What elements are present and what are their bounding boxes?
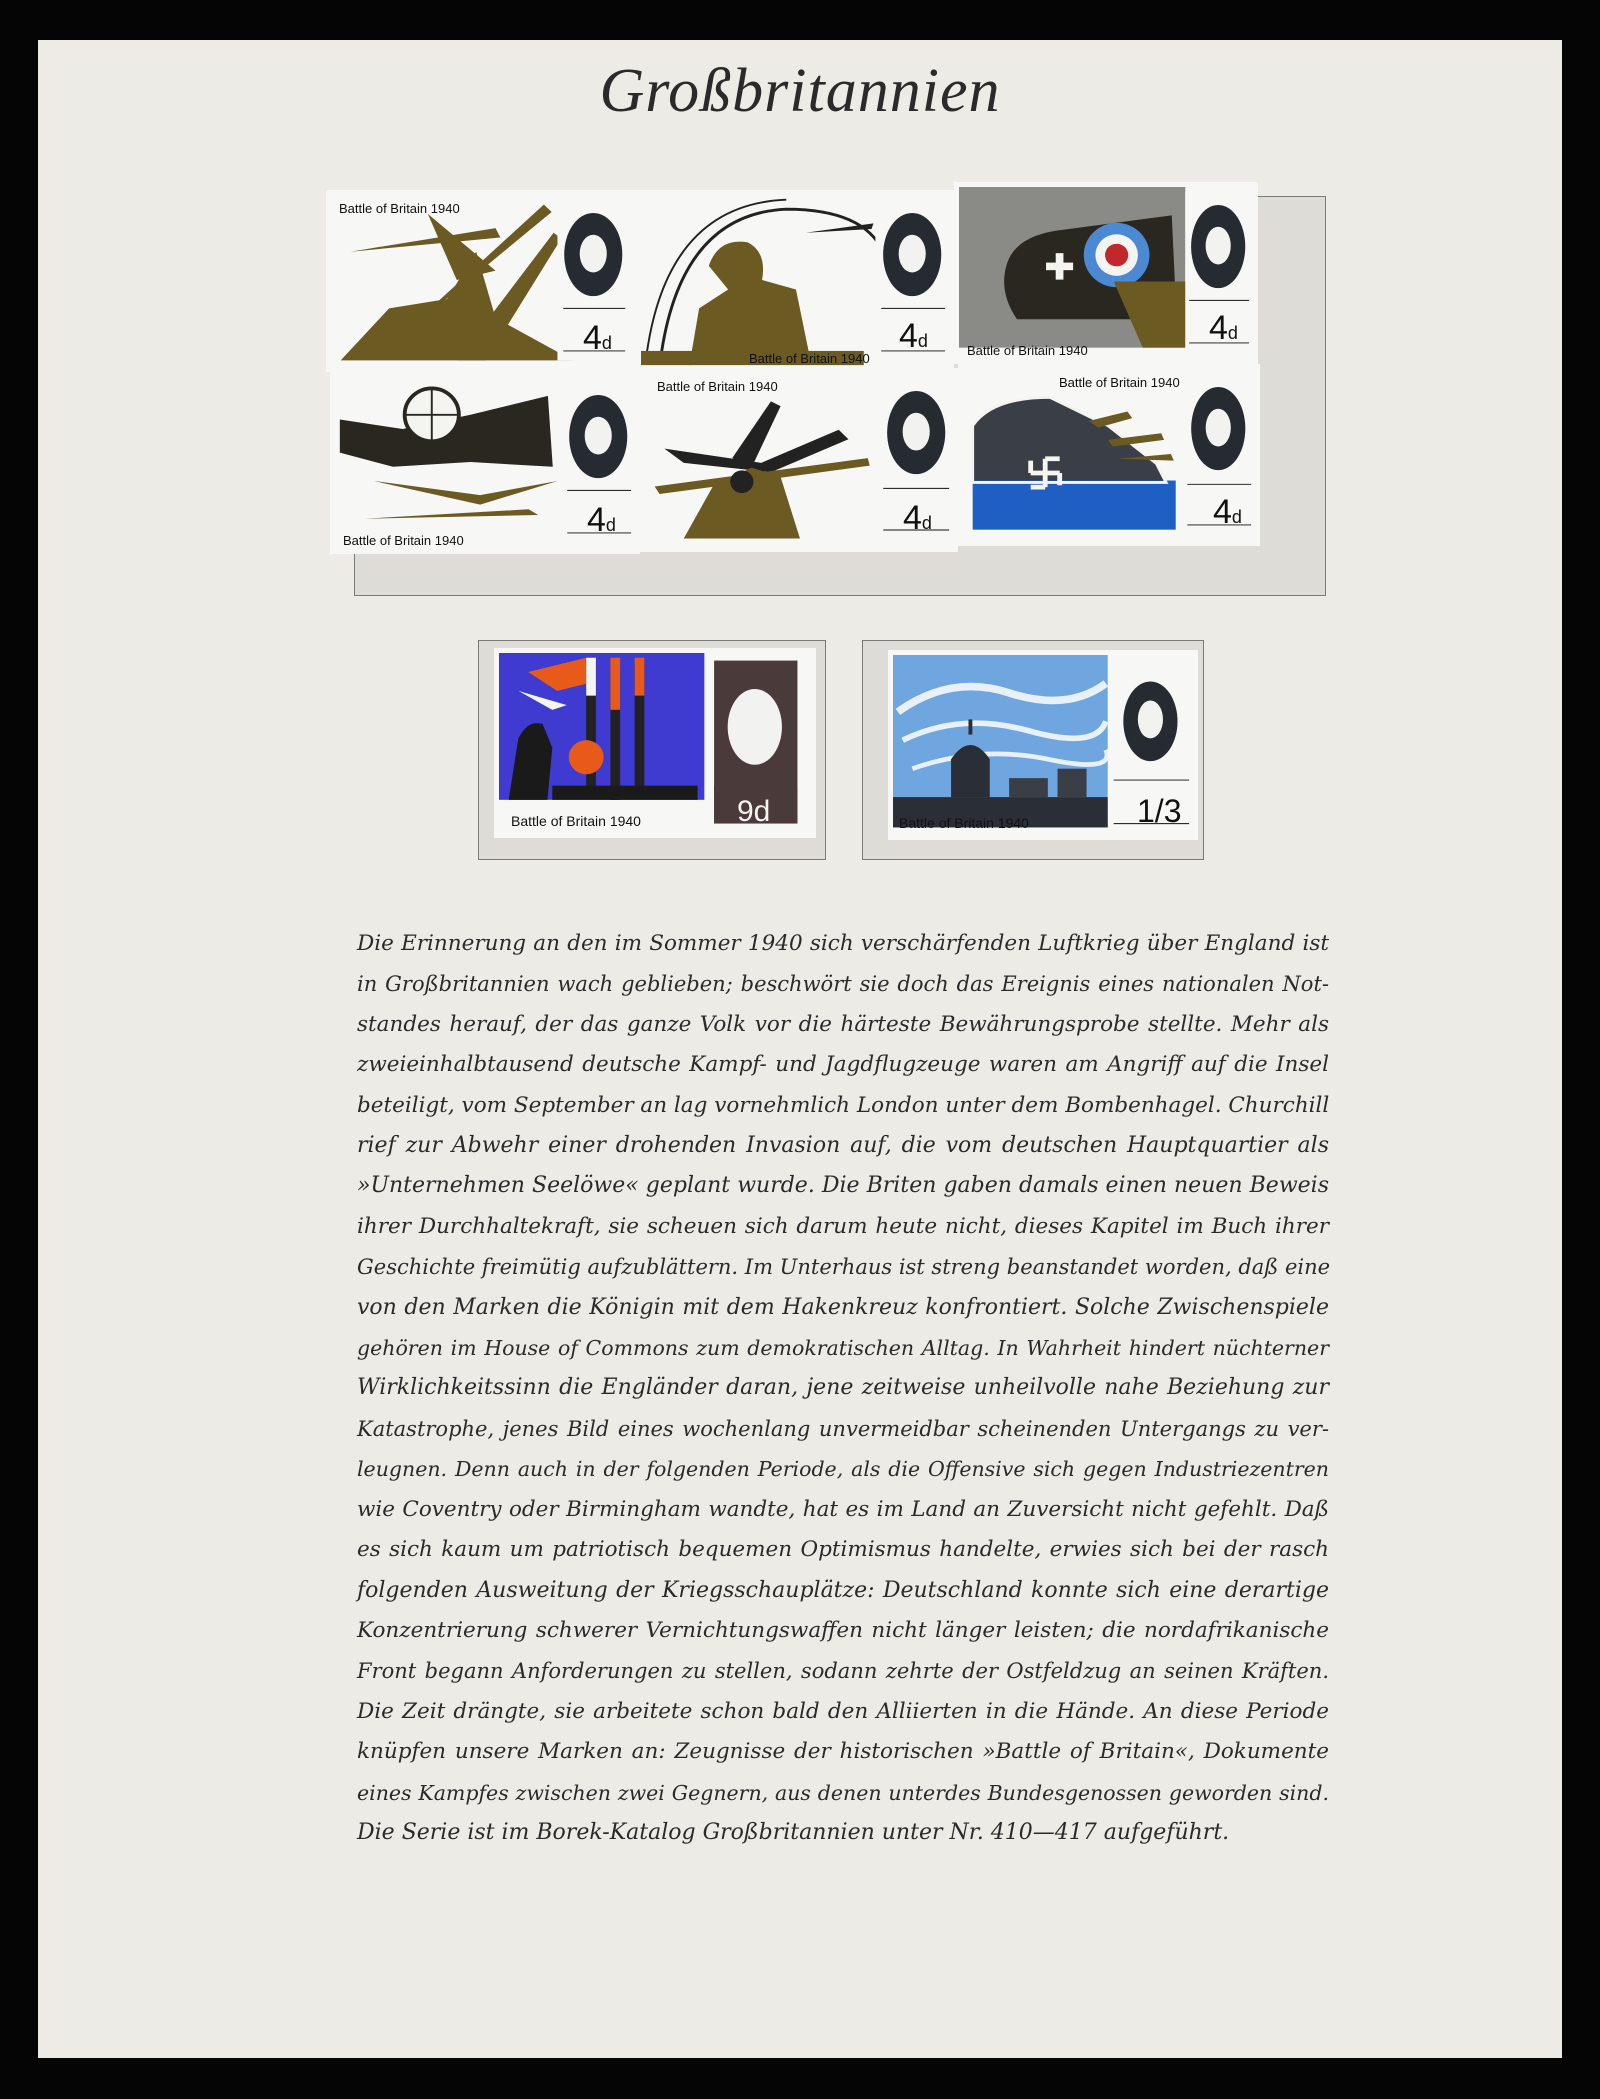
text-line: beteiligt, vom September an lag vornehmlich London unter dem Bombenhagel. Churchill: [357, 1092, 1330, 1118]
text-line: Die Serie ist im Borek-Katalog Großbritannien unter Nr. 410—417 aufgeführt.: [357, 1819, 1230, 1845]
text-line: »Unternehmen Seelöwe« geplant wurde. Die Briten gaben damals einen neuen Beweis: [357, 1173, 1329, 1199]
text-line: leugnen. Denn auch in der folgenden Periode, als die Offensive sich gegen Industriezentren: [357, 1457, 1329, 1482]
text-line: standes herauf, der das ganze Volk vor die härteste Bewährungsprobe stellte. Mehr als: [357, 1011, 1329, 1037]
stamp-caption: Battle of Britain 1940: [657, 379, 778, 394]
stamp-spitfires: [326, 190, 636, 372]
stamp-pilot: [636, 190, 954, 372]
text-line: Katastrophe, jenes Bild eines wochenlang unvermeidbar scheinenden Untergangs zu ver-: [357, 1416, 1329, 1441]
stamp-tail-swastika: [958, 364, 1260, 546]
text-line: wie Coventry oder Birmingham wandte, hat es im Land an Zuversicht nicht gefehlt. Daß: [357, 1496, 1329, 1522]
text-line: es sich kaum um patriotisch bequemen Optimismus handelte, erwies sich bei der rasch: [357, 1537, 1329, 1563]
stamp-value: 1/3: [1137, 793, 1182, 829]
text-line: Die Zeit drängte, sie arbeitete schon bald den Alliierten in die Hände. An diese Periode: [357, 1698, 1329, 1724]
text-line: knüpfen unsere Marken an: Zeugnisse der historischen »Battle of Britain«, Dokumente: [357, 1739, 1329, 1765]
stamp-dogfight: [640, 368, 958, 552]
text-line: folgenden Ausweitung der Kriegsschauplätze: Deutschland konnte sich eine derartige: [357, 1577, 1329, 1603]
stamp-bomber-cockpit: [330, 372, 640, 554]
stamp-value: 4d: [1213, 493, 1242, 531]
page-title: Großbritannien: [599, 57, 1001, 125]
text-line: Die Erinnerung an den im Sommer 1940 sich verschärfenden Luftkrieg über England ist: [357, 931, 1329, 956]
stamp-caption: Battle of Britain 1940: [339, 201, 460, 216]
description-text: [357, 924, 1329, 1853]
stamp-value: 4d: [1209, 309, 1238, 347]
text-line: zweieinhalbtausend deutsche Kampf- und Jagdflugzeuge waren am Angriff auf die Insel: [357, 1052, 1329, 1078]
stamp-caption: Battle of Britain 1940: [1059, 375, 1180, 390]
stamp-value: 4d: [903, 499, 932, 537]
stamp-9d-anti-aircraft: [494, 648, 816, 838]
stamp-caption: Battle of Britain 1940: [511, 813, 641, 829]
text-line: von den Marken die Königin mit dem Hakenkreuz konfrontiert. Solche Zwischenspiele: [357, 1294, 1329, 1320]
stamp-value: 9d: [737, 795, 771, 828]
stamp-caption: Battle of Britain 1940: [899, 815, 1029, 831]
stamp-caption: Battle of Britain 1940: [749, 351, 870, 366]
stamp-value: 4d: [899, 317, 928, 355]
text-line: rief zur Abwehr einer drohenden Invasion auf, die vom deutschen Hauptquartier als: [357, 1133, 1329, 1159]
text-line: in Großbritannien wach geblieben; beschwört sie doch das Ereignis eines nationalen Not-: [357, 972, 1329, 997]
stamp-caption: Battle of Britain 1940: [967, 343, 1088, 358]
stamp-value: 4d: [583, 319, 612, 357]
text-line: Geschichte freimütig aufzublättern. Im Unterhaus ist streng beanstandet worden, daß eine: [357, 1255, 1331, 1280]
text-line: gehören im House of Commons zum demokratischen Alltag. In Wahrheit hindert nüchterner: [357, 1336, 1329, 1361]
text-line: Front begann Anforderungen zu stellen, sodann zehrte der Ostfeldzug an seinen Kräften.: [357, 1659, 1329, 1684]
text-line: ihrer Durchhaltekraft, sie scheuen sich darum heute nicht, dieses Kapitel im Buch ihrer: [357, 1213, 1329, 1239]
stamp-value: 4d: [587, 501, 616, 539]
stamp-1-3-st-pauls: [888, 650, 1198, 840]
text-line: Konzentrierung schwerer Vernichtungswaffen nicht länger leisten; die nordafrikanische: [357, 1617, 1329, 1643]
stamp-caption: Battle of Britain 1940: [343, 533, 464, 548]
text-line: eines Kampfes zwischen zwei Gegnern, aus denen unterdes Bundesgenossen geworden sind.: [357, 1780, 1329, 1805]
text-line: Wirklichkeitssinn die Engländer daran, jene zeitweise unheilvolle nahe Beziehung zur: [357, 1375, 1329, 1401]
stamp-wing-roundel: [954, 182, 1258, 364]
